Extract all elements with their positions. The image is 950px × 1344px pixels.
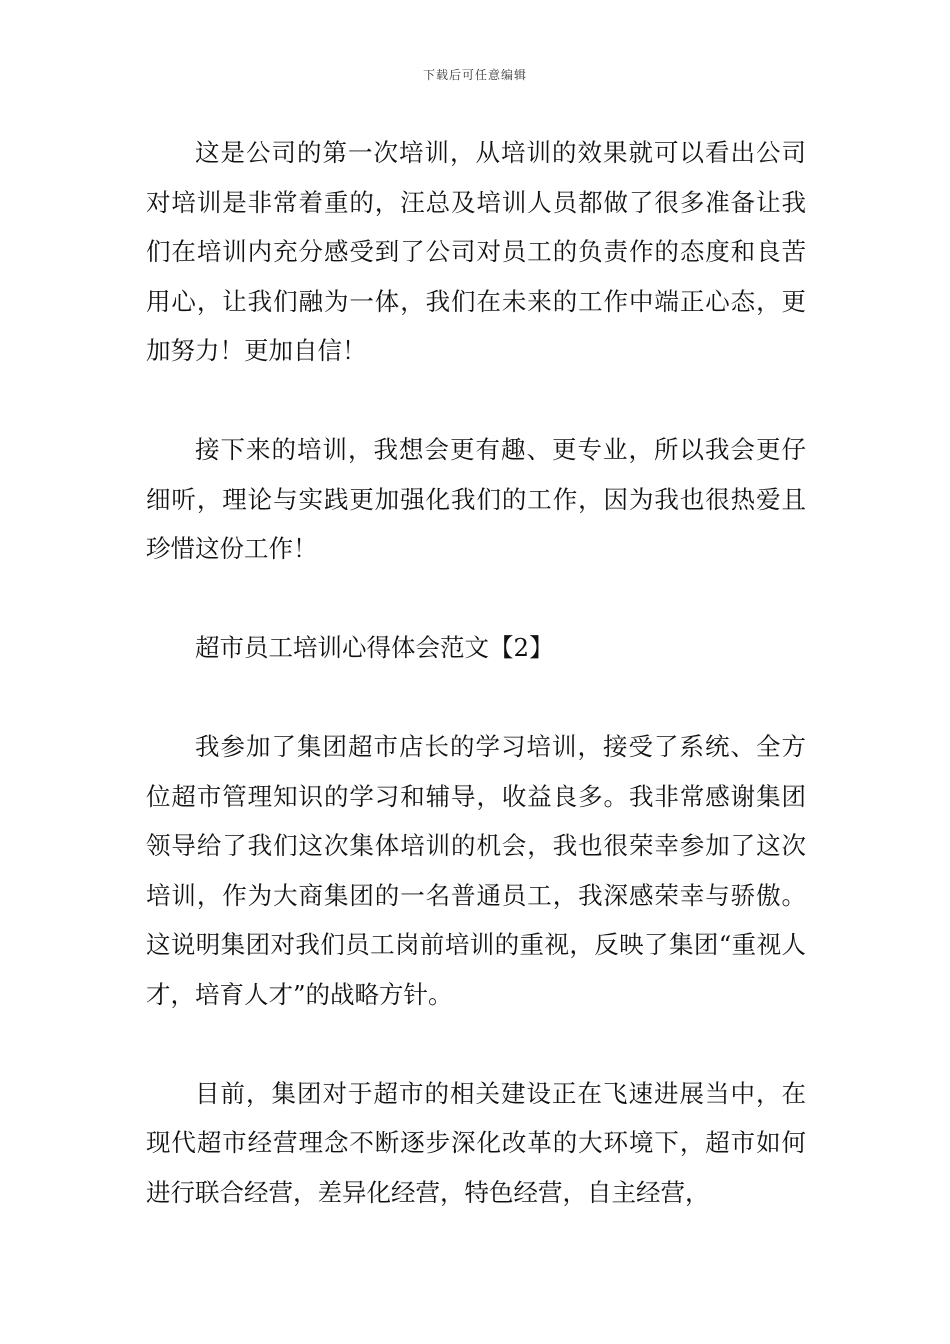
page-header-note: 下载后可任意编辑 xyxy=(422,68,527,82)
paragraph-store-manager-training: 我参加了集团超市店长的学习培训，接受了系统、全方位超市管理知识的学习和辅导，收益良多。我非常感谢集团领导给了我们这次集体培训的机会，我也很荣幸参加了这次培训，作为大商集团的一名普通员工，我深感荣幸与骄傲。这说明集团对我们员工岗前培训的重视，反映了集团“重视人才，培育人才”的战略方针。 xyxy=(146,732,806,1009)
paragraph-gap xyxy=(146,1019,806,1069)
paragraph-current-development: 目前，集团对于超市的相关建设正在飞速进展当中，在现代超市经营理念不断逐步深化改革的大环境下，超市如何进行联合经营，差异化经营，特色经营，自主经营， xyxy=(146,1078,806,1207)
paragraph-training-first: 这是公司的第一次培训，从培训的效果就可以看出公司对培训是非常着重的，汪总及培训人员都做了很多准备让我们在培训内充分感受到了公司对员工的负责作的态度和良苦用心，让我们融为一体，我们在未来的工作中端正心态，更加努力！更加自信！ xyxy=(146,138,806,365)
paragraph-gap xyxy=(146,574,806,624)
paragraph-next-training: 接下来的培训，我想会更有趣、更专业，所以我会更仔细听，理论与实践更加强化我们的工作，因为我也很热爱且珍惜这份工作！ xyxy=(146,435,806,563)
paragraph-gap xyxy=(146,673,806,723)
paragraph-gap xyxy=(146,376,806,426)
document-body xyxy=(146,128,806,1217)
section-heading: 超市员工培训心得体会范文【2】 xyxy=(195,633,554,662)
